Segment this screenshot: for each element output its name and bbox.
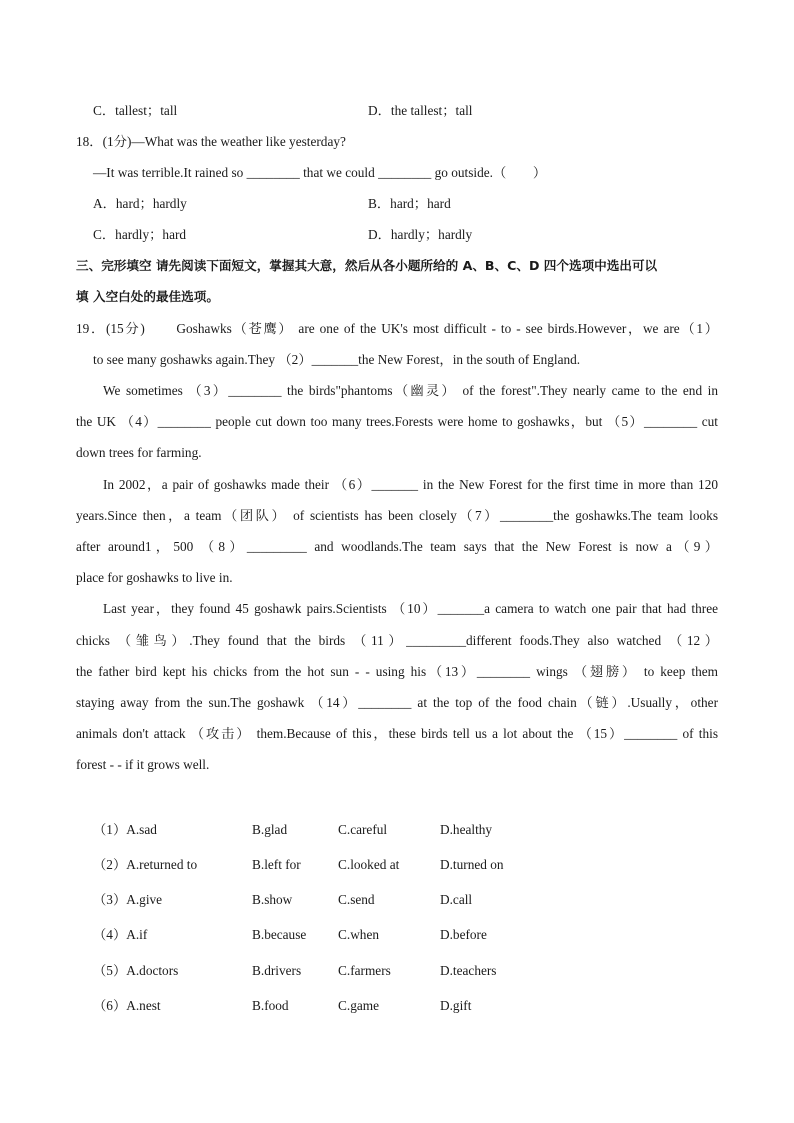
choice-row-5-c: C.farmers	[338, 963, 391, 978]
choice-row-5-a: （5）A.doctors	[93, 963, 179, 978]
choice-row-3-d: D.call	[440, 892, 473, 907]
choice-row-6-a: （6）A.nest	[93, 998, 161, 1013]
passage-line: after around1，500 （8）_________ and woodlands.The team says that the New Forest is now a（9）	[76, 539, 718, 554]
q18-option-d: D．hardly；hardly	[368, 227, 473, 242]
choice-row-3-a: （3）A.give	[93, 892, 163, 907]
passage-line: down trees for farming.	[76, 445, 202, 460]
q18-stem: 18．(1分)—What was the weather like yesterday?	[76, 134, 346, 149]
q18-option-a: A．hard；hardly	[93, 196, 187, 211]
q17-option-d: D．the tallest；tall	[368, 103, 473, 118]
section3-heading-line1: 三、完形填空 请先阅读下面短文，掌握其大意，然后从各小题所给的 A、B、C、D 四个选项中选出可以	[76, 258, 658, 273]
choice-row-2-a: （2）A.returned to	[93, 857, 198, 872]
choice-row-3-b: B.show	[252, 892, 293, 907]
section3-heading-line2: 填 入空白处的最佳选项。	[76, 289, 219, 304]
passage-line: In 2002，a pair of goshawks made their （6）_______ in the New Forest for the first time in more than 120	[103, 477, 718, 492]
q18-option-c: C．hardly；hard	[93, 227, 187, 242]
choice-row-3-c: C.send	[338, 892, 375, 907]
passage-line: chicks （雏鸟）.They found that the birds （11）_________different foods.They also watched （12）	[76, 633, 718, 648]
choice-row-2-b: B.left for	[252, 857, 301, 872]
passage-line: years.Since then，a team（团队） of scientists has been closely（7）________the goshawks.The team looks	[76, 508, 718, 523]
choice-row-2-c: C.looked at	[338, 857, 400, 872]
q17-option-c: C．tallest；tall	[93, 103, 178, 118]
choice-row-1-a: （1）A.sad	[93, 822, 157, 837]
passage-line: Last year，they found 45 goshawk pairs.Scientists （10）_______a camera to watch one pair that had three	[103, 601, 718, 616]
choice-row-6-d: D.gift	[440, 998, 472, 1013]
passage-line: animals don't attack （攻击） them.Because of this，these birds tell us a lot about the （15）________ of this	[76, 726, 718, 741]
choice-row-1-d: D.healthy	[440, 822, 493, 837]
choice-row-1-c: C.careful	[338, 822, 388, 837]
choice-row-6-b: B.food	[252, 998, 289, 1013]
passage-line: the UK （4）________ people cut down too many trees.Forests were home to goshawks，but （5）________ cut	[76, 414, 718, 429]
choice-row-4-c: C.when	[338, 927, 379, 942]
passage-line: place for goshawks to live in.	[76, 570, 233, 585]
passage-line: 19．(15分) Goshawks（苍鹰） are one of the UK's most difficult - to - see birds.However，we are（1）	[76, 321, 718, 336]
q18-option-b: B．hard；hard	[368, 196, 451, 211]
choice-row-1-b: B.glad	[252, 822, 288, 837]
passage-line: to see many goshawks again.They （2）_______the New Forest，in the south of England.	[93, 352, 581, 367]
choice-row-4-b: B.because	[252, 927, 307, 942]
passage-line: forest - - if it grows well.	[76, 757, 210, 772]
choice-row-5-b: B.drivers	[252, 963, 302, 978]
passage-line: the father bird kept his chicks from the hot sun - - using his（13）________ wings （翅膀） to keep them	[76, 664, 718, 679]
choice-row-5-d: D.teachers	[440, 963, 497, 978]
choice-row-4-a: （4）A.if	[93, 927, 148, 942]
q18-line2: —It was terrible.It rained so ________ that we could ________ go outside.（ ）	[93, 165, 547, 180]
choice-row-2-d: D.turned on	[440, 857, 504, 872]
choice-row-4-d: D.before	[440, 927, 487, 942]
passage-line: staying away from the sun.The goshawk （14）________ at the top of the food chain（链）.Usually，other	[76, 695, 718, 710]
passage-line: We sometimes （3）________ the birds"phantoms（幽灵） of the forest".They nearly came to the end in	[103, 383, 718, 398]
choice-row-6-c: C.game	[338, 998, 379, 1013]
